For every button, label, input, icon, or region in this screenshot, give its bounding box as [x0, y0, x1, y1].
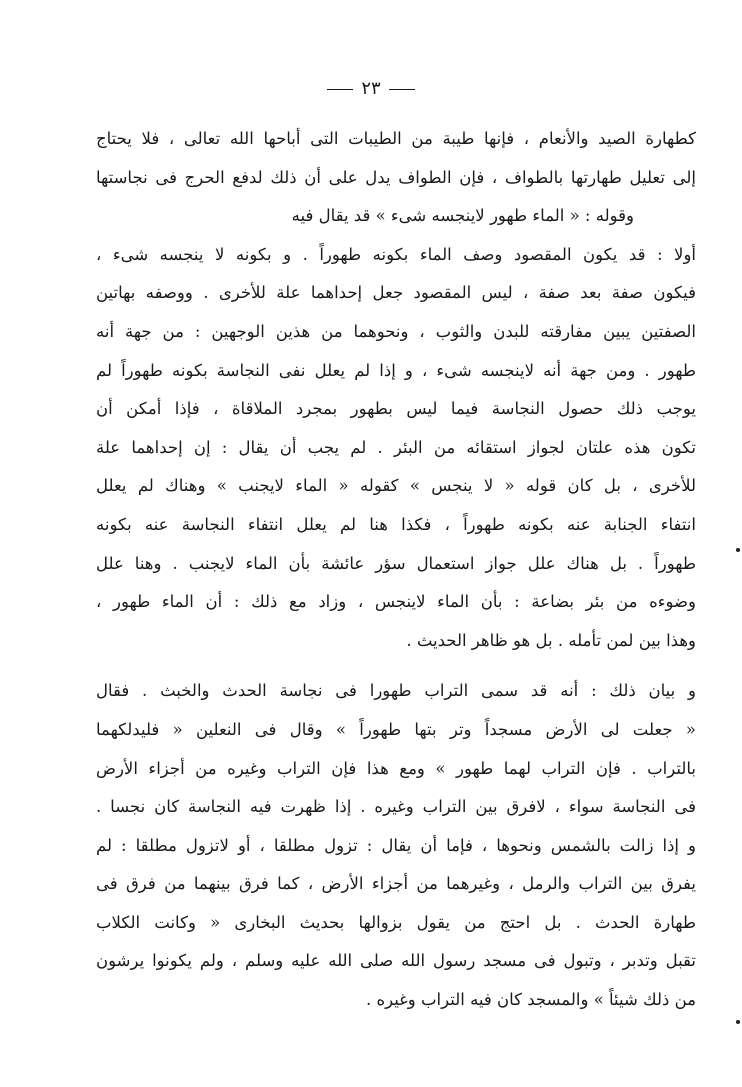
text-line: وضوءه من بئر بضاعة : بأن الماء لاينجس ، وزاد مع ذلك : أن الماء طهور ،	[96, 592, 696, 612]
text-line: يفرق بين التراب والرمل ، وغيرهما من أجزاء الأرض ، كما فرق بينهما من فرق فى	[96, 874, 696, 894]
text-line: « جعلت لى الأرض مسجداً وتر بتها طهوراً » وقال فى النعلين « فليدلكهما	[96, 719, 696, 739]
text-line: طهوراً . بل هناك علل جواز استعمال سؤر عائشة بأن الماء لايجنب . وهنا علل	[96, 553, 696, 573]
text-line: للأخرى ، بل كان قوله « لا ينجس » كقوله « الماء لايجنب » وهناك لم يعلل	[96, 476, 696, 496]
text-line: طهور . ومن جهة أنه لاينجسه شىء ، و إذا لم يعلل نفى النجاسة بكونه طهوراً لم	[96, 360, 696, 380]
text-line: و بيان ذلك : أنه قد سمى التراب طهورا فى نجاسة الحدث والخبث . فقال	[96, 681, 696, 701]
text-line: تقبل وتدبر ، وتبول فى مسجد رسول الله صلى الله عليه وسلم ، ولم يكونوا يرشون	[96, 951, 696, 971]
page-number-text: ٢٣	[361, 78, 381, 99]
page-number	[0, 78, 742, 99]
text-line: بالتراب . فإن التراب لهما طهور » ومع هذا فإن التراب وغيره من أجزاء الأرض	[96, 758, 696, 778]
text-line: و إذا زالت بالشمس ونحوها ، فإما أن يقال : تزول مطلقا ، أو لاتزول مطلقا : لم	[96, 835, 696, 855]
text-line: كطهارة الصيد والأنعام ، فإنها طيبة من الطيبات التى أباحها الله تعالى ، فلا يحتاج	[96, 129, 696, 148]
text-line: الصفتين يبين مفارقته للبدن والثوب ، ونحوهما من هذين الوجهين : من جهة أنه	[96, 321, 696, 341]
text-line: فيكون صفة بعد صفة ، ليس المقصود جعل إحداهما علة للأخرى . ووصفه بهاتين	[96, 283, 696, 303]
text-line: وقوله : « الماء طهور لاينجسه شىء » قد يقال فيه	[291, 206, 634, 226]
scan-speck	[736, 1020, 740, 1024]
text-line: وهذا بين لمن تأمله . بل هو ظاهر الحديث .	[406, 630, 696, 650]
text-line: من ذلك شيئاً » والمسجد كان فيه التراب وغيره .	[365, 990, 696, 1010]
text-line: فى النجاسة سواء ، لافرق بين التراب وغيره . إذا ظهرت فيه النجاسة كان نجسا .	[96, 797, 696, 817]
text-line: أولا : قد يكون المقصود وصف الماء بكونه طهوراً . و بكونه لا ينجسه شىء ،	[96, 244, 696, 264]
text-line: تكون هذه علتان لجواز استقائه من البئر . لم يجب أن يقال : إن إحداهما علة	[96, 437, 696, 457]
page-number-dash-left	[327, 89, 353, 90]
body-text	[96, 120, 696, 1020]
text-line: إلى تعليل طهارتها بالطواف ، فإن الطواف يدل على أن ذلك لدفع الحرج فى نجاستها	[96, 167, 696, 187]
page-number-dash-right	[389, 89, 415, 90]
scan-speck	[736, 548, 740, 552]
text-line: انتفاء الجنابة عنه بكونه طهوراً ، فكذا هنا لم يعلل انتفاء النجاسة عنه بكونه	[96, 514, 696, 534]
text-line: طهارة الحدث . بل احتج من يقول بزوالها بحديث البخارى « وكانت الكلاب	[96, 912, 696, 932]
text-line: يوجب ذلك حصول النجاسة فيما ليس بطهور بمجرد الملاقاة ، فإذا أمكن أن	[96, 399, 696, 419]
